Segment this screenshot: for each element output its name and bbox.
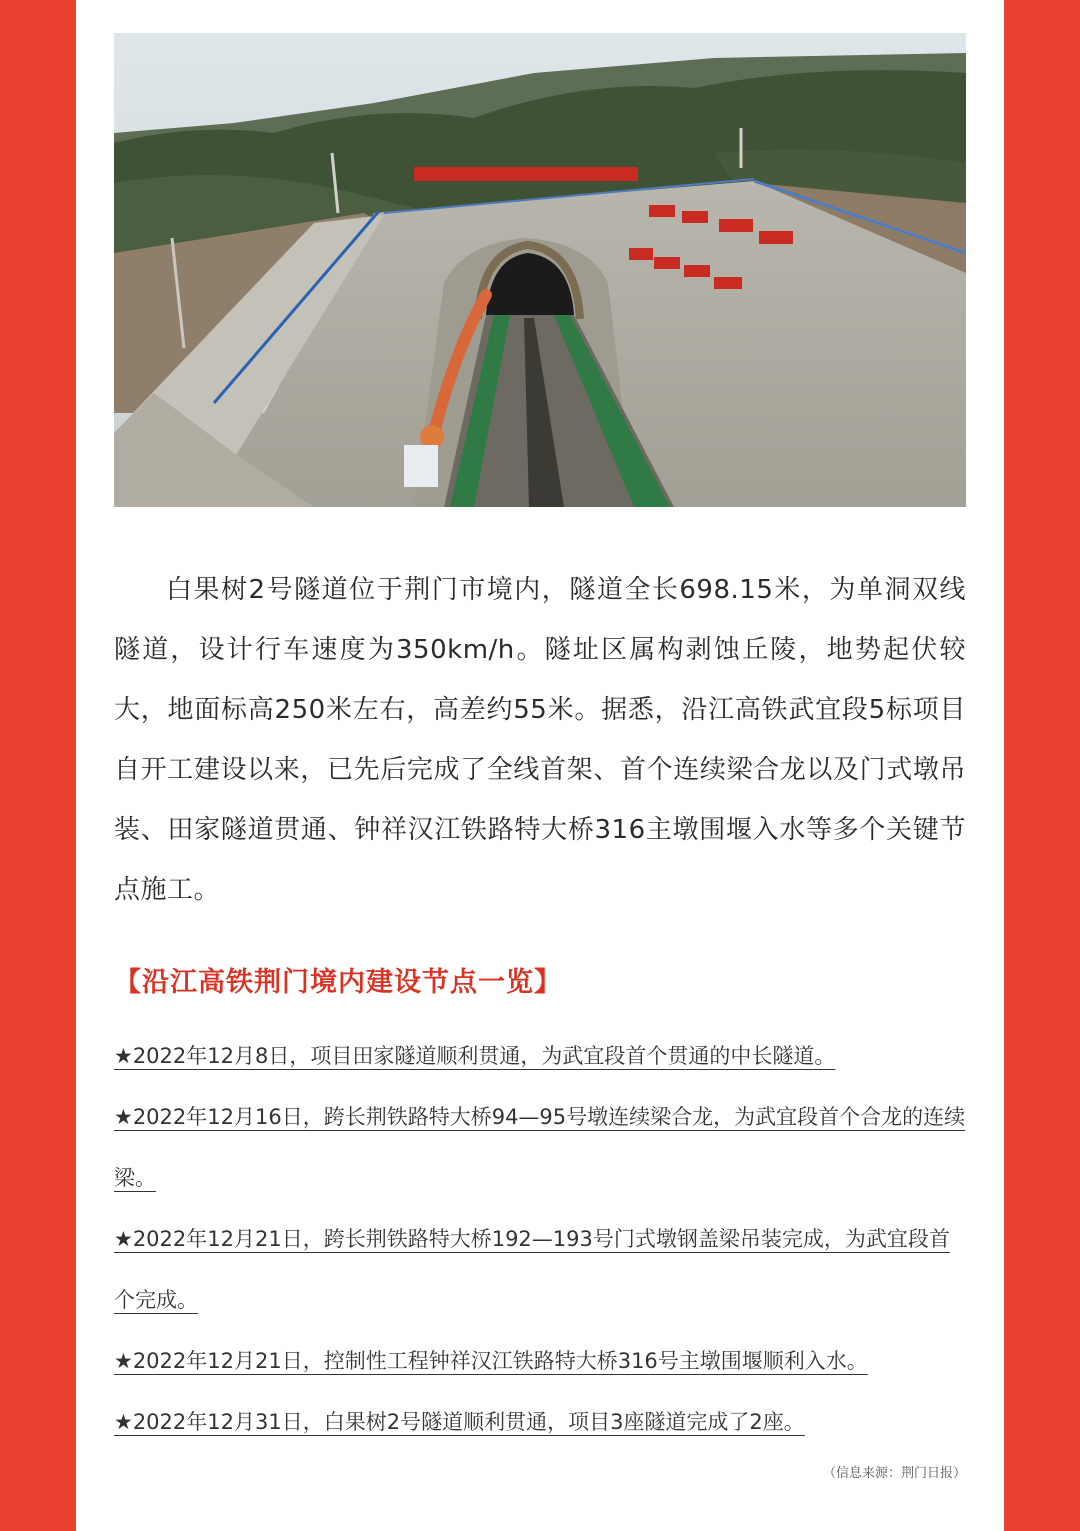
source-credit: （信息来源：荆门日报） xyxy=(822,1466,966,1481)
milestone-link[interactable]: ★2022年12月8日，项目田家隧道顺利贯通，为武宜段首个贯通的中长隧道。 xyxy=(114,1044,836,1068)
section-heading: 【沿江高铁荆门境内建设节点一览】 xyxy=(114,967,562,998)
list-item[interactable] xyxy=(114,1331,966,1392)
milestone-list xyxy=(114,1026,966,1453)
milestone-link[interactable]: ★2022年12月31日，白果树2号隧道顺利贯通，项目3座隧道完成了2座。 xyxy=(114,1410,805,1434)
tunnel-photo xyxy=(114,33,966,507)
milestone-link[interactable]: ★2022年12月16日，跨长荆铁路特大桥94—95号墩连续梁合龙，为武宜段首个合龙的连续梁。 xyxy=(114,1105,966,1190)
list-item[interactable] xyxy=(114,1026,966,1087)
list-item[interactable] xyxy=(114,1087,966,1209)
article-page xyxy=(76,0,1004,1531)
milestone-link[interactable]: ★2022年12月21日，跨长荆铁路特大桥192—193号门式墩钢盖梁吊装完成，为武宜段首个完成。 xyxy=(114,1227,950,1312)
list-item[interactable] xyxy=(114,1209,966,1331)
article-paragraph: 白果树2号隧道位于荆门市境内，隧道全长698.15米，为单洞双线隧道，设计行车速度为350km/h。隧址区属构剥蚀丘陵，地势起伏较大，地面标高250米左右，高差约55米。据悉，沿江高铁武宜段5标项目自开工建设以来，已先后完成了全线首架、首个连续梁合龙以及门式墩吊装、田家隧道贯通、钟祥汉江铁路特大桥316主墩围堰入水等多个关键节点施工。 xyxy=(114,575,966,905)
milestone-link[interactable]: ★2022年12月21日，控制性工程钟祥汉江铁路特大桥316号主墩围堰顺利入水。 xyxy=(114,1349,868,1373)
list-item[interactable] xyxy=(114,1392,966,1453)
